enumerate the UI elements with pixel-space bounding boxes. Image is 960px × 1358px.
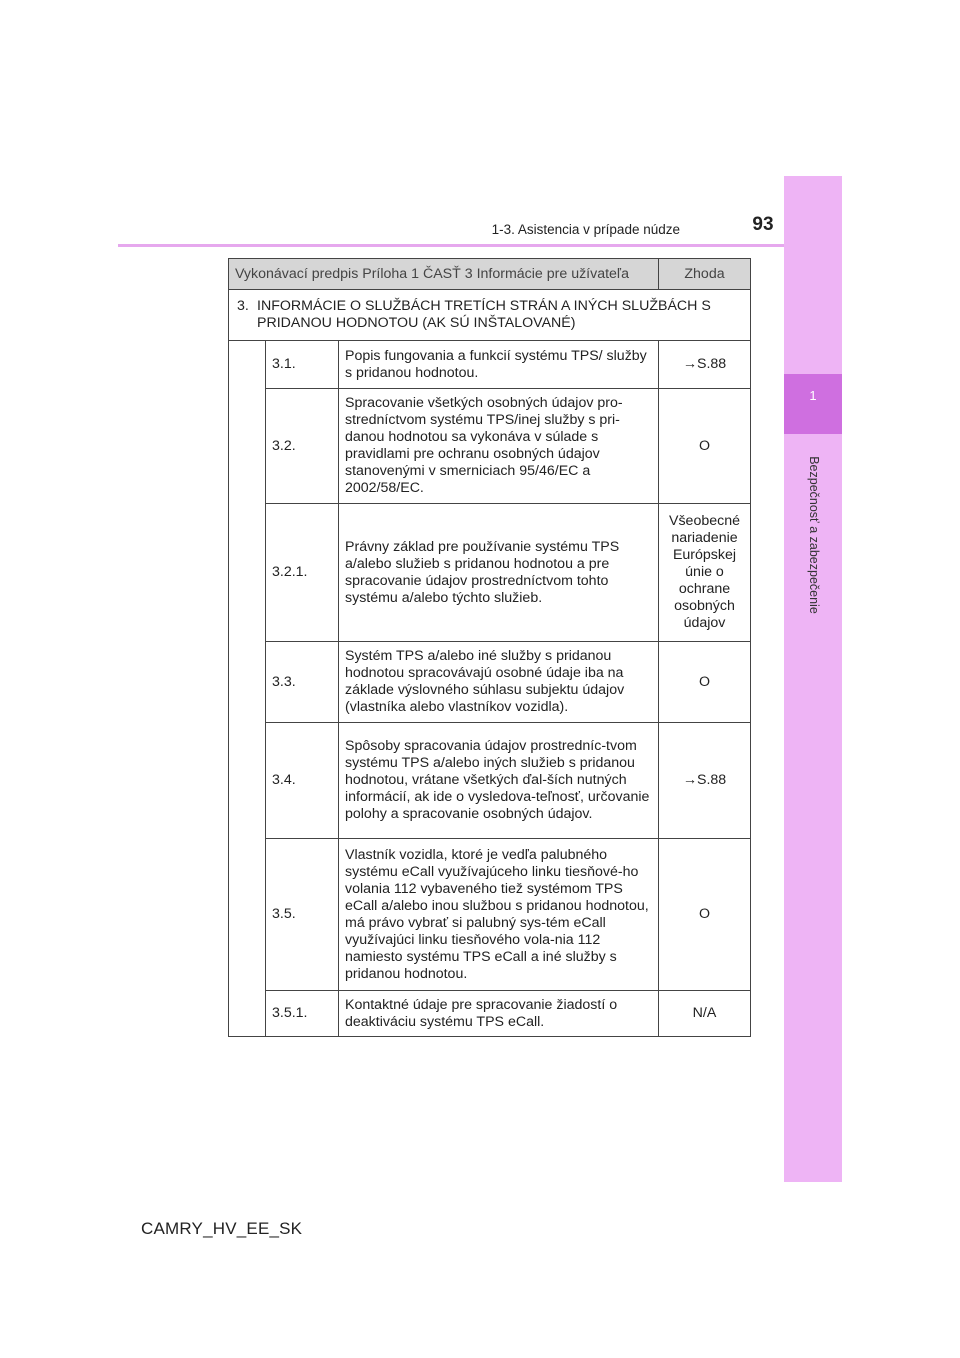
chapter-label-container	[806, 440, 822, 630]
row-number: 3.4.	[266, 723, 339, 839]
row-text: Spôsoby spracovania údajov prostredníc-tvom systému TPS a/alebo iných služieb s pridanou hodnotou, vrátane všetkých ďal-ších nutných informácií, ak ide o vysledova-teľnosť, určovanie polohy a spracovanie osobných údajov.	[339, 723, 659, 839]
info-table	[228, 258, 751, 1037]
row-number: 3.1.	[266, 341, 339, 389]
row-number: 3.5.1.	[266, 991, 339, 1037]
row-text: Vlastník vozidla, ktoré je vedľa palubného systému eCall využívajúceho linku tiesňové-ho volania 112 vybaveného tiež systémom TPS eCall a/alebo inou službou s pridanou hodnotou, má právo vybrať si palubný sys-tém eCall využívajúci linku tiesňového vola-nia 112 namiesto systému TPS eCall a iné služby s pridanou hodnotou.	[339, 839, 659, 991]
row-text: Kontaktné údaje pre spracovanie žiadostí o deaktiváciu systému TPS eCall.	[339, 991, 659, 1037]
row-number: 3.2.	[266, 389, 339, 504]
table-row	[229, 991, 751, 1037]
side-strip	[784, 176, 842, 1182]
header-divider	[118, 244, 784, 247]
section-cell	[229, 290, 751, 341]
row-value: →S.88	[659, 723, 751, 839]
chapter-number: 1	[809, 388, 817, 403]
indent-cell	[229, 341, 266, 1037]
row-number: 3.5.	[266, 839, 339, 991]
table-header-row	[229, 259, 751, 290]
row-text: Popis fungovania a funkcií systému TPS/ služby s pridanou hodnotou.	[339, 341, 659, 389]
section-row	[229, 290, 751, 341]
row-value: →S.88	[659, 341, 751, 389]
section-number: 3.	[237, 298, 249, 314]
table-row	[229, 839, 751, 991]
row-text: Spracovanie všetkých osobných údajov pro-stredníctvom systému TPS/inej služby s pri-danou hodnotou sa vykonáva v súlade s pravidlami pre ochranu osobných údajov stanovenými v smerniciach 95/46/EC a 2002/58/EC.	[339, 389, 659, 504]
section-heading: INFORMÁCIE O SLUŽBÁCH TRETÍCH STRÁN A INÝCH SLUŽBÁCH S PRIDANOU HODNOTOU (AK SÚ INŠTALOVANÉ)	[257, 298, 711, 331]
table-row	[229, 504, 751, 642]
row-number: 3.3.	[266, 642, 339, 723]
row-text: Systém TPS a/alebo iné služby s pridanou hodnotou spracovávajú osobné údaje iba na základe výslovného súhlasu subjektu údajov (vlastníka alebo vlastníkov vozidla).	[339, 642, 659, 723]
header-compliance: Zhoda	[659, 259, 751, 290]
table-row	[229, 723, 751, 839]
table-row	[229, 389, 751, 504]
row-value: O	[659, 839, 751, 991]
chapter-label: Bezpečnosť a zabezpečenie	[807, 456, 822, 614]
section-title: 1-3. Asistencia v prípade núdze	[491, 222, 680, 237]
row-value: Všeobecné nariadenie Európskej únie o ochrane osobných údajov	[659, 504, 751, 642]
chapter-tab[interactable]	[784, 374, 842, 434]
row-value: O	[659, 389, 751, 504]
row-value: O	[659, 642, 751, 723]
table-row	[229, 642, 751, 723]
row-number: 3.2.1.	[266, 504, 339, 642]
row-text: Právny základ pre používanie systému TPS a/alebo služieb s pridanou hodnotou a pre spracovanie údajov prostredníctvom tohto systému a/alebo týchto služieb.	[339, 504, 659, 642]
table-row	[229, 341, 751, 389]
row-value: N/A	[659, 991, 751, 1037]
document-code: CAMRY_HV_EE_SK	[141, 1219, 303, 1238]
page-number: 93	[752, 214, 774, 235]
header-requirement: Vykonávací predpis Príloha 1 ČASŤ 3 Informácie pre užívateľa	[229, 259, 659, 290]
